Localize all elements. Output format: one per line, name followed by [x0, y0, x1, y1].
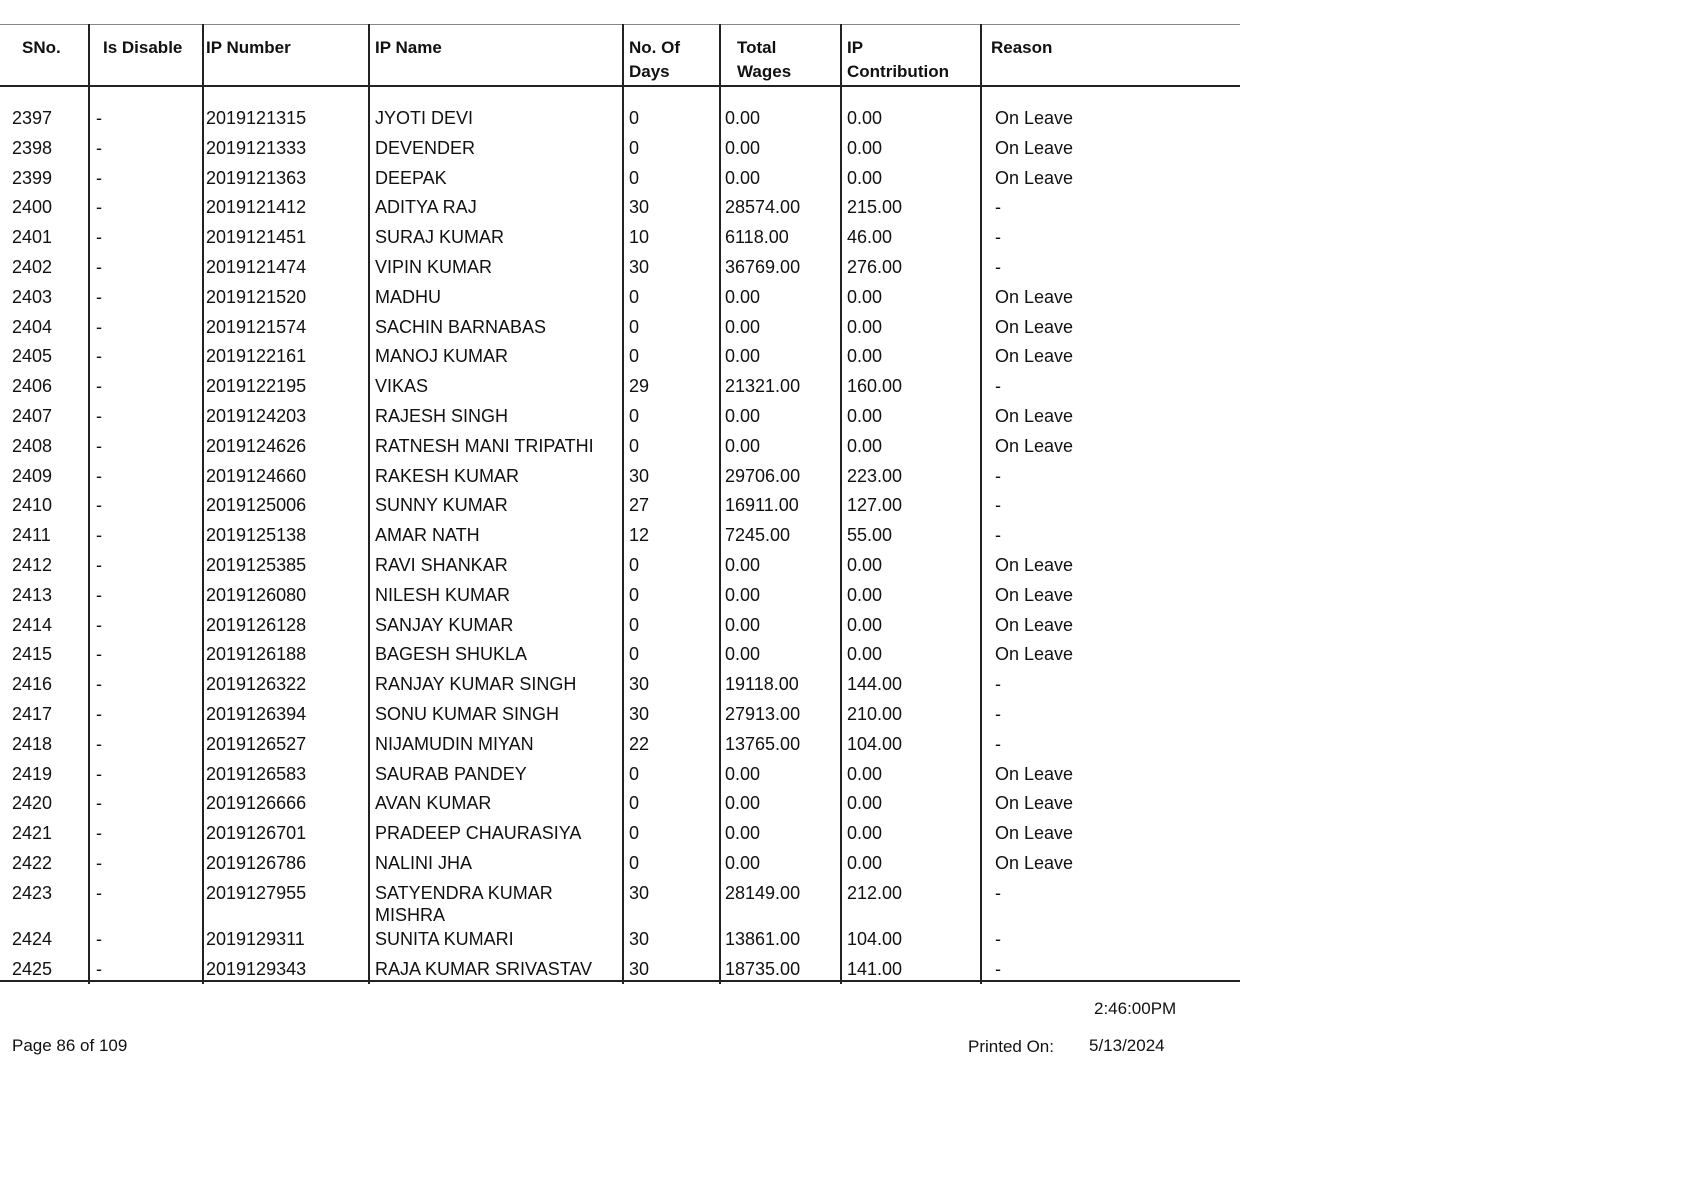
cell-ip-name: DEEPAK	[375, 167, 447, 188]
cell-reason: -	[995, 674, 1001, 695]
cell-ip-name: SACHIN BARNABAS	[375, 316, 547, 337]
cell-no-of-days: 0	[629, 316, 640, 337]
cell-sno: 2405	[12, 346, 53, 367]
cell-ip-contribution: 0.00	[847, 286, 883, 307]
cell-ip-name: RATNESH MANI TRIPATHI	[375, 435, 594, 456]
cell-no-of-days: 0	[629, 584, 640, 605]
cell-ip-name: RAVI SHANKAR	[375, 555, 508, 575]
cell-reason: -	[995, 376, 1001, 397]
cell-is-disable: -	[96, 286, 102, 307]
cell-sno: 2400	[12, 197, 53, 218]
cell-sno: 2402	[12, 257, 53, 277]
header-bottom-rule	[0, 85, 1240, 87]
cell-ip-name: JYOTI DEVI	[375, 108, 474, 128]
cell-total-wages: 6118.00	[725, 227, 789, 248]
cell-total-wages: 0.00	[725, 346, 761, 367]
cell-ip-number: 2019126666	[206, 793, 307, 814]
cell-ip-name: SUNITA KUMARI	[375, 928, 514, 949]
cell-ip-name: NIJAMUDIN MIYAN	[375, 733, 534, 754]
cell-is-disable: -	[96, 227, 102, 248]
cell-no-of-days: 0	[629, 793, 640, 814]
cell-is-disable: -	[96, 674, 102, 695]
cell-sno: 2413	[12, 584, 53, 605]
cell-ip-number: 2019121412	[206, 197, 307, 218]
table-row	[0, 435, 1240, 465]
cell-no-of-days: 0	[629, 763, 640, 784]
cell-sno: 2425	[12, 958, 53, 979]
cell-no-of-days: 0	[629, 823, 640, 844]
cell-total-wages: 0.00	[725, 108, 761, 128]
cell-ip-contribution: 210.00	[847, 704, 903, 724]
cell-ip-name: MADHU	[375, 286, 441, 307]
cell-ip-number: 2019121333	[206, 137, 307, 158]
cell-no-of-days: 0	[629, 286, 640, 307]
cell-total-wages: 0.00	[725, 137, 761, 158]
cell-ip-number: 2019126583	[206, 763, 307, 784]
cell-ip-number: 2019126128	[206, 614, 307, 635]
cell-is-disable: -	[96, 346, 102, 367]
table-row	[0, 822, 1240, 852]
cell-ip-number: 2019121474	[206, 257, 307, 277]
cell-ip-contribution: 276.00	[847, 257, 903, 277]
cell-sno: 2404	[12, 316, 53, 337]
cell-ip-contribution: 144.00	[847, 674, 903, 695]
table-top-rule	[0, 24, 1240, 25]
cell-is-disable: -	[96, 167, 102, 188]
cell-reason: -	[995, 882, 1001, 903]
printed-on-label: Printed On:	[968, 1037, 1054, 1056]
cell-sno: 2415	[12, 644, 53, 665]
cell-ip-contribution: 0.00	[847, 823, 883, 844]
cell-is-disable: -	[96, 316, 102, 337]
cell-reason: -	[995, 704, 1001, 724]
table-row	[0, 792, 1240, 822]
cell-ip-contribution: 0.00	[847, 555, 883, 575]
cell-total-wages: 28149.00	[725, 882, 801, 903]
cell-total-wages: 0.00	[725, 853, 761, 873]
print-time: 2:46:00PM	[1094, 999, 1177, 1018]
cell-ip-number: 2019121574	[206, 316, 307, 337]
cell-sno: 2397	[12, 108, 53, 128]
cell-reason: On Leave	[995, 346, 1074, 367]
header-ip-number: IP Number	[206, 38, 291, 57]
table-row	[0, 614, 1240, 644]
header-ip-name: IP Name	[375, 38, 442, 57]
cell-ip-name: VIPIN KUMAR	[375, 257, 493, 277]
cell-no-of-days: 0	[629, 406, 640, 426]
cell-reason: -	[995, 197, 1001, 218]
table-row	[0, 524, 1240, 554]
cell-total-wages: 18735.00	[725, 958, 801, 979]
cell-ip-number: 2019125138	[206, 525, 307, 546]
cell-sno: 2408	[12, 435, 53, 456]
cell-reason: On Leave	[995, 435, 1074, 456]
cell-ip-number: 2019121451	[206, 227, 307, 248]
cell-sno: 2416	[12, 674, 53, 695]
cell-ip-name: SATYENDRA KUMAR MISHRA	[375, 882, 553, 925]
cell-ip-number: 2019126527	[206, 733, 307, 754]
cell-is-disable: -	[96, 376, 102, 397]
cell-is-disable: -	[96, 733, 102, 754]
cell-ip-contribution: 160.00	[847, 376, 903, 397]
cell-reason: On Leave	[995, 644, 1074, 665]
table-row	[0, 673, 1240, 703]
cell-no-of-days: 30	[629, 257, 650, 277]
cell-reason: On Leave	[995, 316, 1074, 337]
cell-total-wages: 36769.00	[725, 257, 801, 277]
cell-sno: 2399	[12, 167, 53, 188]
page-number: Page 86 of 109	[12, 1036, 128, 1055]
table-row	[0, 316, 1240, 346]
cell-no-of-days: 30	[629, 197, 650, 218]
cell-ip-contribution: 127.00	[847, 495, 903, 516]
cell-no-of-days: 30	[629, 674, 650, 695]
cell-reason: -	[995, 928, 1001, 949]
cell-sno: 2419	[12, 763, 53, 784]
cell-total-wages: 13765.00	[725, 733, 801, 754]
cell-ip-number: 2019127955	[206, 882, 307, 903]
cell-ip-name: SANJAY KUMAR	[375, 614, 514, 635]
cell-total-wages: 0.00	[725, 763, 761, 784]
cell-ip-name: SURAJ KUMAR	[375, 227, 505, 248]
cell-sno: 2407	[12, 406, 53, 426]
cell-ip-number: 2019124660	[206, 465, 307, 486]
cell-total-wages: 0.00	[725, 286, 761, 307]
cell-ip-contribution: 0.00	[847, 108, 883, 128]
cell-total-wages: 0.00	[725, 555, 761, 575]
cell-is-disable: -	[96, 197, 102, 218]
cell-ip-number: 2019122195	[206, 376, 307, 397]
cell-ip-name: ADITYA RAJ	[375, 197, 477, 218]
cell-ip-name: SAURAB PANDEY	[375, 763, 527, 784]
cell-sno: 2401	[12, 227, 53, 248]
cell-ip-contribution: 0.00	[847, 316, 883, 337]
table-row	[0, 465, 1240, 495]
header-is-disable: Is Disable	[103, 38, 183, 57]
cell-is-disable: -	[96, 108, 102, 128]
cell-no-of-days: 30	[629, 704, 650, 724]
cell-sno: 2417	[12, 704, 53, 724]
cell-ip-name: DEVENDER	[375, 137, 476, 158]
cell-reason: -	[995, 227, 1001, 248]
table-row	[0, 345, 1240, 375]
cell-reason: -	[995, 733, 1001, 754]
cell-total-wages: 0.00	[725, 644, 761, 665]
table-row	[0, 733, 1240, 763]
cell-ip-name: NALINI JHA	[375, 853, 473, 873]
cell-sno: 2424	[12, 928, 53, 949]
cell-sno: 2420	[12, 793, 53, 814]
table-row	[0, 852, 1240, 882]
cell-reason: On Leave	[995, 167, 1074, 188]
cell-ip-name: AVAN KUMAR	[375, 793, 492, 814]
cell-ip-contribution: 46.00	[847, 227, 893, 248]
cell-ip-contribution: 0.00	[847, 167, 883, 188]
cell-reason: On Leave	[995, 108, 1074, 128]
cell-no-of-days: 0	[629, 435, 640, 456]
table-row	[0, 196, 1240, 226]
cell-is-disable: -	[96, 257, 102, 277]
cell-total-wages: 0.00	[725, 406, 761, 426]
cell-total-wages: 27913.00	[725, 704, 801, 724]
cell-no-of-days: 22	[629, 733, 650, 754]
cell-is-disable: -	[96, 704, 102, 724]
cell-is-disable: -	[96, 555, 102, 575]
cell-is-disable: -	[96, 137, 102, 158]
cell-reason: On Leave	[995, 853, 1074, 873]
header-no-of-days: No. Of Days	[629, 38, 680, 81]
cell-sno: 2410	[12, 495, 53, 516]
cell-total-wages: 0.00	[725, 316, 761, 337]
cell-ip-number: 2019126394	[206, 704, 307, 724]
cell-total-wages: 13861.00	[725, 928, 801, 949]
cell-total-wages: 29706.00	[725, 465, 801, 486]
cell-ip-number: 2019121520	[206, 286, 307, 307]
cell-reason: On Leave	[995, 584, 1074, 605]
table-row	[0, 763, 1240, 793]
cell-ip-number: 2019125006	[206, 495, 307, 516]
cell-ip-name: AMAR NATH	[375, 525, 480, 546]
cell-ip-number: 2019126188	[206, 644, 307, 665]
cell-ip-number: 2019129343	[206, 958, 307, 979]
cell-ip-contribution: 104.00	[847, 733, 903, 754]
cell-reason: On Leave	[995, 763, 1074, 784]
cell-ip-contribution: 0.00	[847, 137, 883, 158]
cell-total-wages: 16911.00	[725, 495, 799, 516]
cell-reason: -	[995, 257, 1001, 277]
cell-ip-contribution: 104.00	[847, 928, 903, 949]
table-row	[0, 167, 1240, 197]
cell-ip-contribution: 0.00	[847, 763, 883, 784]
cell-ip-name: RAJESH SINGH	[375, 406, 509, 426]
cell-is-disable: -	[96, 584, 102, 605]
cell-ip-contribution: 223.00	[847, 465, 903, 486]
cell-is-disable: -	[96, 882, 102, 903]
cell-sno: 2411	[12, 525, 51, 546]
cell-no-of-days: 0	[629, 853, 640, 873]
cell-no-of-days: 0	[629, 167, 640, 188]
table-row	[0, 137, 1240, 167]
cell-total-wages: 21321.00	[725, 376, 801, 397]
cell-reason: On Leave	[995, 823, 1074, 844]
cell-no-of-days: 30	[629, 928, 650, 949]
table-row	[0, 928, 1240, 958]
cell-ip-name: SONU KUMAR SINGH	[375, 704, 560, 724]
table-row	[0, 584, 1240, 614]
cell-reason: On Leave	[995, 793, 1074, 814]
cell-total-wages: 0.00	[725, 584, 761, 605]
table-row	[0, 958, 1240, 988]
cell-ip-name: RAKESH KUMAR	[375, 465, 520, 486]
cell-is-disable: -	[96, 823, 102, 844]
cell-ip-number: 2019126786	[206, 853, 307, 873]
cell-ip-number: 2019121315	[206, 108, 307, 128]
cell-reason: On Leave	[995, 137, 1074, 158]
cell-total-wages: 0.00	[725, 167, 761, 188]
cell-is-disable: -	[96, 928, 102, 949]
cell-sno: 2406	[12, 376, 53, 397]
cell-total-wages: 28574.00	[725, 197, 801, 218]
cell-is-disable: -	[96, 793, 102, 814]
cell-no-of-days: 0	[629, 346, 640, 367]
cell-reason: -	[995, 525, 1001, 546]
cell-ip-name: BAGESH SHUKLA	[375, 644, 528, 665]
cell-is-disable: -	[96, 465, 102, 486]
cell-ip-name: MANOJ KUMAR	[375, 346, 509, 367]
cell-ip-contribution: 141.00	[847, 958, 903, 979]
cell-total-wages: 19118.00	[725, 674, 799, 695]
cell-is-disable: -	[96, 614, 102, 635]
cell-sno: 2412	[12, 555, 53, 575]
cell-no-of-days: 0	[629, 137, 640, 158]
cell-is-disable: -	[96, 763, 102, 784]
cell-is-disable: -	[96, 525, 102, 546]
cell-ip-contribution: 0.00	[847, 644, 883, 665]
cell-ip-contribution: 215.00	[847, 197, 903, 218]
cell-ip-number: 2019129311	[206, 928, 305, 949]
cell-ip-name: PRADEEP CHAURASIYA	[375, 823, 582, 844]
cell-reason: -	[995, 465, 1001, 486]
cell-ip-number: 2019121363	[206, 167, 307, 188]
cell-reason: On Leave	[995, 286, 1074, 307]
cell-ip-number: 2019125385	[206, 555, 307, 575]
table-row	[0, 882, 1240, 925]
cell-is-disable: -	[96, 495, 102, 516]
cell-ip-contribution: 0.00	[847, 435, 883, 456]
cell-is-disable: -	[96, 406, 102, 426]
header-reason: Reason	[991, 38, 1053, 57]
cell-no-of-days: 10	[629, 227, 650, 248]
cell-ip-contribution: 0.00	[847, 614, 883, 635]
header-total-wages: Total Wages	[737, 38, 792, 81]
cell-ip-contribution: 0.00	[847, 406, 883, 426]
cell-no-of-days: 27	[629, 495, 650, 516]
table-row	[0, 554, 1240, 584]
cell-sno: 2414	[12, 614, 53, 635]
cell-ip-number: 2019122161	[206, 346, 307, 367]
cell-total-wages: 7245.00	[725, 525, 791, 546]
cell-no-of-days: 12	[629, 525, 650, 546]
cell-no-of-days: 0	[629, 614, 640, 635]
cell-ip-contribution: 55.00	[847, 525, 893, 546]
cell-no-of-days: 0	[629, 108, 640, 128]
cell-ip-name: VIKAS	[375, 376, 429, 397]
cell-sno: 2421	[12, 823, 53, 844]
table-row	[0, 107, 1240, 137]
cell-ip-name: SUNNY KUMAR	[375, 495, 508, 516]
cell-total-wages: 0.00	[725, 435, 761, 456]
cell-no-of-days: 30	[629, 958, 650, 979]
cell-ip-number: 2019126322	[206, 674, 307, 695]
table-row	[0, 405, 1240, 435]
cell-ip-name: NILESH KUMAR	[375, 584, 511, 605]
cell-is-disable: -	[96, 958, 102, 979]
cell-no-of-days: 0	[629, 555, 640, 575]
header-ip-contribution: IP Contribution	[847, 38, 949, 81]
cell-no-of-days: 30	[629, 882, 650, 903]
cell-reason: -	[995, 958, 1001, 979]
cell-reason: -	[995, 495, 1001, 516]
cell-ip-name: RANJAY KUMAR SINGH	[375, 674, 577, 695]
cell-reason: On Leave	[995, 406, 1074, 426]
cell-total-wages: 0.00	[725, 614, 761, 635]
cell-no-of-days: 0	[629, 644, 640, 665]
table-row	[0, 643, 1240, 673]
table-row	[0, 286, 1240, 316]
cell-ip-name: RAJA KUMAR SRIVASTAV	[375, 958, 593, 979]
cell-is-disable: -	[96, 644, 102, 665]
cell-ip-number: 2019124203	[206, 406, 307, 426]
cell-total-wages: 0.00	[725, 823, 761, 844]
cell-ip-contribution: 0.00	[847, 853, 883, 873]
cell-ip-contribution: 212.00	[847, 882, 903, 903]
header-sno: SNo.	[22, 38, 61, 57]
cell-total-wages: 0.00	[725, 793, 761, 814]
cell-ip-number: 2019126080	[206, 584, 307, 605]
cell-ip-contribution: 0.00	[847, 793, 883, 814]
cell-sno: 2403	[12, 286, 53, 307]
table-row	[0, 375, 1240, 405]
printed-on-date: 5/13/2024	[1089, 1036, 1165, 1055]
table-row	[0, 226, 1240, 256]
table-row	[0, 256, 1240, 286]
table-row	[0, 703, 1240, 733]
cell-reason: On Leave	[995, 614, 1074, 635]
cell-no-of-days: 30	[629, 465, 650, 486]
cell-sno: 2418	[12, 733, 53, 754]
cell-ip-number: 2019126701	[206, 823, 307, 844]
cell-sno: 2398	[12, 137, 53, 158]
table-row	[0, 494, 1240, 524]
cell-no-of-days: 29	[629, 376, 650, 397]
cell-ip-contribution: 0.00	[847, 346, 883, 367]
cell-is-disable: -	[96, 853, 102, 873]
cell-sno: 2409	[12, 465, 53, 486]
cell-ip-number: 2019124626	[206, 435, 307, 456]
cell-reason: On Leave	[995, 555, 1074, 575]
cell-sno: 2423	[12, 882, 53, 903]
cell-is-disable: -	[96, 435, 102, 456]
cell-ip-contribution: 0.00	[847, 584, 883, 605]
cell-sno: 2422	[12, 853, 53, 873]
